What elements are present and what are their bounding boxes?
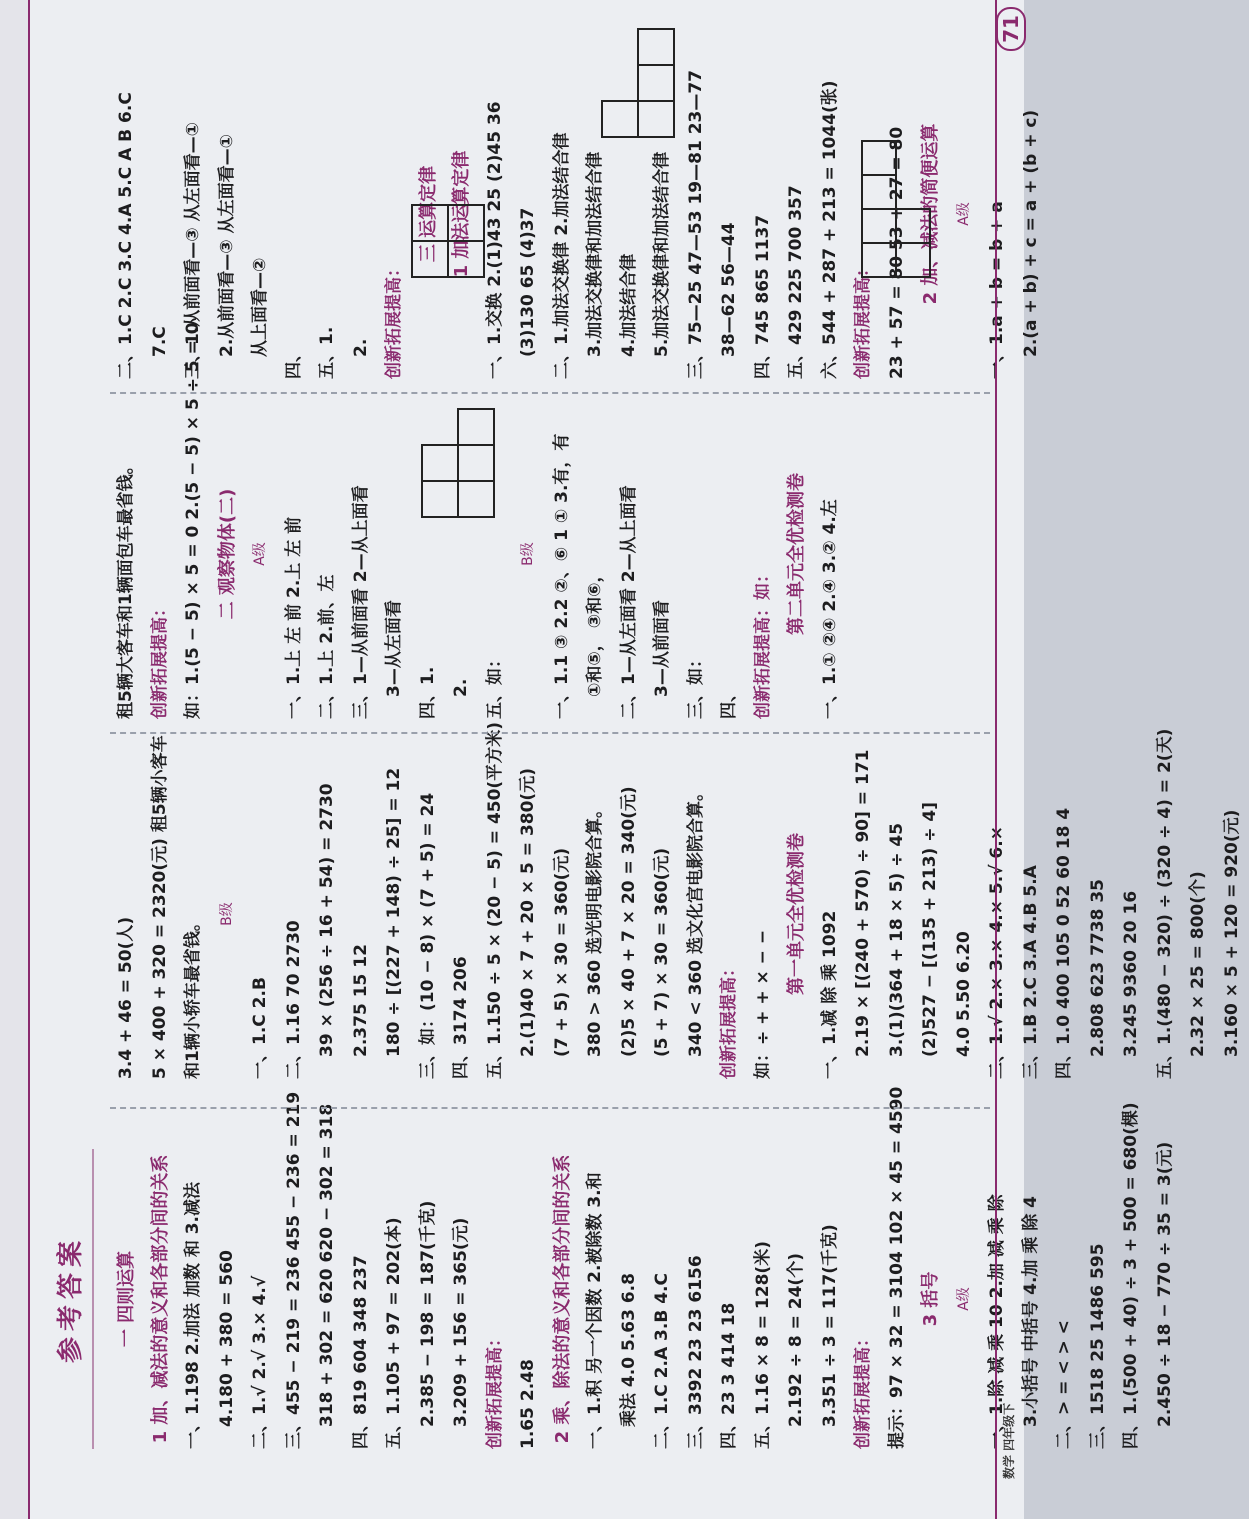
answer-line: 3.4 + 46 = 50(人) — [116, 916, 136, 1079]
section-heading: 二 观察物体(二) — [216, 488, 238, 620]
answer-line: 二、> = < > < — [1054, 1320, 1074, 1449]
section-heading: 1 加、减法的意义和各部分间的关系 — [149, 1154, 171, 1444]
answer-line: 三、如：(10 − 8) × (7 + 5) = 24 — [417, 792, 438, 1079]
level-label: A级 — [252, 542, 268, 566]
page-number: 71 — [996, 7, 1026, 51]
column-divider — [110, 392, 990, 394]
answer-line: 五、1. — [317, 326, 337, 379]
answer-line: 四、1.0 400 105 0 52 60 18 4 — [1054, 807, 1074, 1079]
answer-line: 2.450 ÷ 18 − 770 ÷ 35 = 3(元) — [1154, 1141, 1175, 1427]
answer-line: 四、745 865 1137 — [752, 214, 773, 379]
answer-line: 三、1518 25 1486 595 — [1087, 1243, 1108, 1449]
answer-line: 一、1.交换 2.(1)43 25 (2)45 36 — [484, 101, 505, 379]
section-heading: 2 乘、除法的意义和各部分间的关系 — [551, 1154, 573, 1444]
answer-line: 四、 — [719, 685, 739, 719]
answer-line: 二、1.√ 2.× 3.× 4.× 5.√ 6.× — [987, 826, 1007, 1079]
answer-line: (7 + 5) × 30 = 360(元) — [551, 847, 572, 1057]
answer-line: 二、1.C 2.A 3.B 4.C — [652, 1273, 672, 1449]
answer-line: 从上面看—② — [250, 257, 270, 357]
section-heading: 3 括号 — [920, 1271, 941, 1327]
title-rule — [92, 1149, 94, 1449]
section-heading: 第二单元全优检测卷 — [786, 473, 807, 635]
answer-line: 2.375 15 12 — [350, 944, 371, 1057]
answer-line: 2.385 − 198 = 187(千克) — [417, 1200, 438, 1427]
footer-bar — [995, 0, 1026, 1519]
answer-line: 2.808 623 7738 35 — [1087, 879, 1108, 1057]
answer-line: 四、819 604 348 237 — [350, 1255, 371, 1449]
extension-heading: 创新拓展提高：如： — [752, 566, 773, 719]
answer-line: 三、如： — [685, 651, 706, 719]
answer-line: 一、1.198 2.加法 加数 和 3.减法 — [183, 1181, 203, 1449]
answer-line: 租5辆大客车和1辆面包车最省钱。 — [116, 457, 136, 719]
answer-line: 2.(a + b) + c = a + (b + c) — [1020, 109, 1041, 357]
view-grid-figure — [600, 29, 720, 139]
answer-line: 一、1.除 减 乘 10 2.加 减 乘 除 — [987, 1194, 1007, 1449]
answer-line: 318 + 302 = 620 620 − 302 = 318 — [317, 1103, 337, 1427]
answer-line: 2. — [350, 338, 371, 357]
answer-line: 一、1.上 左 前 2.上 左 前 — [283, 516, 304, 719]
extension-heading: 创新拓展提高： — [384, 260, 404, 379]
answer-line: 一、1.减 除 乘 1092 — [819, 910, 840, 1079]
answer-line: 5 × 400 + 320 = 2320(元) 租5辆小客车 — [149, 735, 170, 1079]
extension-heading: 创新拓展提高： — [484, 1330, 505, 1449]
answer-line: 3.小括号 中括号 4.加 乘 除 4 — [1020, 1196, 1041, 1427]
section-heading: 2 加、减法的简便运算 — [920, 123, 941, 305]
answer-column-4 — [110, 49, 1041, 379]
answer-line: (2)5 × 40 + 7 × 20 = 340(元) — [618, 786, 639, 1057]
header-bar — [0, 0, 30, 1519]
answer-line: 五、1.(480 − 320) ÷ (320 ÷ 4) = 2(天) — [1154, 728, 1175, 1079]
answer-line: 38—62 56—44 — [719, 222, 739, 357]
answer-line: 7.C — [149, 326, 170, 357]
answer-line: 三、3392 23 23 6156 — [685, 1255, 706, 1449]
answer-line: 23 + 57 = 80 53 + 27 = 80 — [886, 126, 907, 379]
answer-line: 3.加法交换律和加法结合律 — [585, 151, 605, 357]
answer-line: 2.19 × [(240 + 570) ÷ 90] = 171 — [853, 749, 873, 1057]
answer-line: 380 > 360 选光明电影院合算。 — [585, 801, 605, 1057]
answer-line: 5.加法交换律和加法结合律 — [652, 151, 672, 357]
answer-line: 3.160 × 5 + 120 = 920(元) — [1221, 809, 1242, 1057]
answer-line: 2.32 × 25 = 800(个) — [1188, 871, 1208, 1057]
answer-line: 一、1.C 2.B — [250, 977, 270, 1079]
section-heading: 三 运算定律 — [417, 165, 439, 263]
answer-line: 四、1.(500 + 40) ÷ 3 + 500 = 680(棵) — [1121, 1102, 1141, 1449]
answer-line: 四、3174 206 — [451, 956, 471, 1079]
answer-line: 和1辆小轿车最省钱。 — [183, 914, 203, 1079]
view-grid-figure — [420, 399, 540, 519]
answer-line: 三、1.B 2.C 3.A 4.B 5.A — [1020, 865, 1041, 1079]
answer-line: 乘法 4.0 5.63 6.8 — [618, 1273, 639, 1427]
answer-line: 3—从左面看 — [384, 600, 404, 697]
page-title: 参考答案 — [56, 1235, 86, 1364]
extension-heading: 创新拓展提高： — [853, 260, 873, 379]
answer-line: 二、1.C 2.C 3.C 4.A 5.C A B 6.C — [116, 92, 136, 379]
answer-line: 二、1.上 2.前、左 — [317, 574, 337, 719]
answer-line: 三、1—从前面看 2—从上面看 — [350, 485, 371, 719]
view-grid-figure — [860, 99, 950, 279]
answer-line: 提示：97 × 32 = 3104 102 × 45 = 4590 — [886, 1086, 907, 1449]
answer-line: 3.351 ÷ 3 = 117(千克) — [819, 1224, 840, 1427]
section-heading: 第一单元全优检测卷 — [786, 833, 807, 995]
answer-line: 2.192 ÷ 8 = 24(个) — [786, 1253, 806, 1427]
answer-line: 3.(1)(364 + 18 × 5) ÷ 45 — [886, 822, 907, 1057]
answer-line: 二、1.√ 2.√ 3.× 4.√ — [250, 1275, 270, 1449]
answer-line: 五、1.16 × 8 = 128(米) — [752, 1241, 773, 1449]
answer-line: 五、1.150 ÷ 5 × (20 − 5) = 450(平方米) — [484, 722, 505, 1079]
answer-line: 2. — [451, 678, 471, 697]
answer-line: 2.(1)40 × 7 + 20 × 5 = 380(元) — [518, 768, 538, 1057]
answer-line: 一、1.① ②④ 2.④ 3.② 4.左 — [819, 499, 840, 719]
answer-column-2 — [110, 722, 1242, 1079]
answer-line: 3.209 + 156 = 365(元) — [451, 1217, 471, 1427]
answer-line: (3)130 65 (4)37 — [518, 207, 538, 357]
answer-line: ①和⑤， ③和⑥， — [585, 565, 605, 697]
answer-line: 二、1—从左面看 2—从上面看 — [618, 485, 639, 719]
answer-line: 如：1.(5 − 5) × 5 = 0 2.(5 − 5) × 5 ÷ 5 = 0 — [183, 322, 203, 719]
answer-line: 1.65 2.48 — [518, 1359, 538, 1449]
extension-heading: 创新拓展提高： — [853, 1330, 873, 1449]
answer-line: 一、1.积 另一个因数 2.被除数 3.和 — [585, 1172, 605, 1449]
extension-heading: 创新拓展提高： — [149, 600, 170, 719]
column-divider — [110, 732, 990, 734]
answer-line: 3—从前面看 — [652, 600, 672, 697]
answer-line: 340 < 360 选文化宫电影院合算。 — [685, 784, 706, 1057]
answer-line: 39 × (256 ÷ 16 + 54) = 2730 — [317, 783, 337, 1057]
answer-line: 3.245 9360 20 16 — [1121, 890, 1141, 1057]
answer-line: 三、455 − 219 = 236 455 − 236 = 219 — [283, 1091, 304, 1449]
column-divider — [110, 1107, 990, 1109]
level-label: A级 — [955, 1287, 972, 1311]
answer-line: 二、1.加法交换律 2.加法结合律 — [551, 132, 572, 379]
answer-line: 180 ÷ [(227 + 148) ÷ 25] = 12 — [384, 767, 404, 1057]
answer-line: 五、1.105 + 97 = 202(本) — [384, 1217, 404, 1449]
answer-line: 2.从前面看—③ 从左面看—① — [216, 134, 237, 357]
answer-line: 4.加法结合律 — [618, 253, 639, 357]
level-label: B级 — [520, 542, 536, 566]
answer-line: 4.0 5.50 6.20 — [953, 931, 974, 1057]
answer-line: (5 + 7) × 30 = 360(元) — [652, 847, 672, 1057]
level-label: A级 — [955, 202, 972, 226]
view-grid-figure — [410, 159, 530, 279]
section-heading: 1 加法运算定律 — [451, 150, 472, 278]
answer-line: 如：÷ + + × − − — [752, 929, 773, 1079]
answer-line: 五、429 225 700 357 — [786, 185, 806, 379]
answer-line: 一、1.a + b = b + a — [987, 201, 1007, 379]
footer-subject: 数学 四年级下 — [1002, 1402, 1016, 1479]
answer-line: 四、 — [283, 345, 304, 379]
answer-line: 一、1.1 ③ 2.2 ②、⑥ 1 ① 3.有，有 — [551, 433, 572, 719]
answer-line: 4.180 + 380 = 560 — [216, 1250, 237, 1427]
extension-heading: 创新拓展提高： — [719, 960, 739, 1079]
answer-line: 二、1.16 70 2730 — [283, 920, 304, 1079]
answer-line: 四、23 3 414 18 — [719, 1302, 739, 1449]
answer-line: 三、1.从前面看—③ 从左面看—① — [183, 122, 203, 379]
section-heading: 一 四则运算 — [116, 1250, 137, 1348]
answer-line: 四、1. — [417, 666, 438, 719]
answer-line: (2)527 − [(135 + 213) ÷ 4] — [920, 802, 940, 1057]
answer-line: 五、如： — [484, 651, 505, 719]
level-label: B级 — [218, 902, 235, 926]
answer-line: 三、75—25 47—53 19—81 23—77 — [685, 69, 706, 379]
answer-line: 六、544 + 287 + 213 = 1044(张) — [819, 80, 840, 379]
